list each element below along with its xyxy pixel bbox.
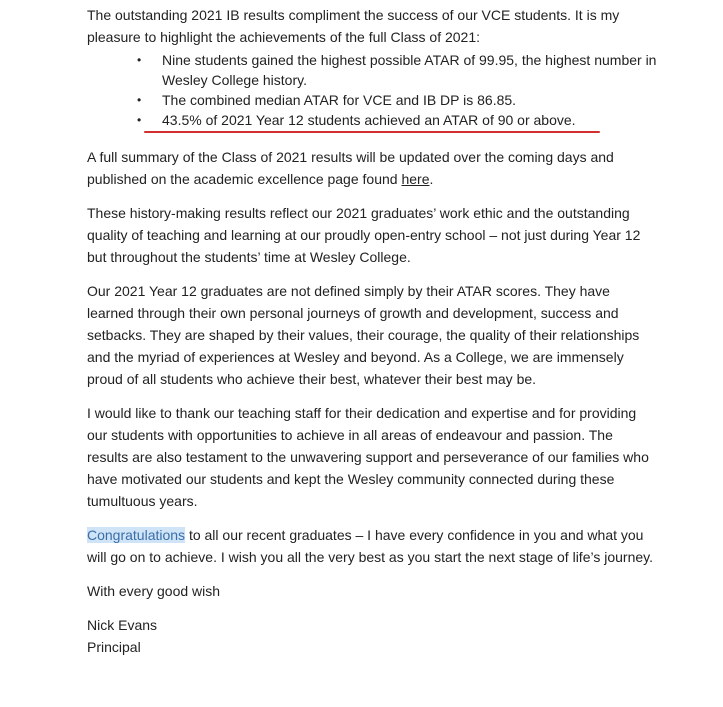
congrats-text: to all our recent graduates – I have every confidence in you and what you will go on to achieve. I wish you all the very best as you start the next stage of life’s journey. [87, 527, 654, 565]
closing-line: With every good wish [87, 583, 221, 599]
bullet-icon: • [137, 113, 142, 127]
summary-paragraph [87, 146, 657, 190]
bullet-icon: • [137, 93, 142, 107]
results-paragraph: These history-making results reflect our 2021 graduates’ work ethic and the outstanding quality of teaching and learning at our proudly open-entry school – not just during Year 12 but throughout the students’ time at Wesley College. [87, 205, 641, 265]
selected-word[interactable]: Congratulations [87, 527, 186, 543]
bullet-icon: • [137, 53, 142, 67]
thanks-paragraph: I would like to thank our teaching staff for their dedication and expertise and for providing our students with opportunities to achieve in all areas of endeavour and passion. The results are also testament to the unwavering support and perseverance of our families who have motivated our students and kept the Wesley community connected during these tumultuous years. [87, 405, 649, 509]
summary-text: A full summary of the Class of 2021 results will be updated over the coming days and published on the academic excellence page found [87, 149, 614, 187]
signature-block [87, 614, 657, 658]
signature-title: Principal [87, 639, 141, 655]
congrats-paragraph [87, 524, 657, 568]
highlight-text: 43.5% of 2021 Year 12 students achieved an ATAR of 90 or above. [162, 112, 576, 128]
red-underline-annotation [144, 131, 600, 133]
intro-paragraph: The outstanding 2021 IB results compliment the success of our VCE students. It is my pleasure to highlight the achievements of the full Class of 2021: [87, 7, 620, 45]
graduates-paragraph: Our 2021 Year 12 graduates are not defined simply by their ATAR scores. They have learned through their own personal journeys of growth and development, success and setbacks. They are shaped by their values, their courage, the quality of their relationships and the myriad of experiences at Wesley and beyond. As a College, we are immensely proud of all students who achieve their best, whatever their best may be. [87, 283, 640, 387]
list-item [137, 50, 657, 90]
list-item [137, 90, 657, 110]
highlight-text: Nine students gained the highest possible ATAR of 99.95, the highest number in Wesley College history. [162, 52, 657, 88]
letter-body [87, 4, 657, 670]
underlined-highlight [162, 110, 576, 130]
here-link[interactable]: here [401, 171, 430, 187]
signature-name: Nick Evans [87, 617, 158, 633]
highlights-list [87, 50, 657, 130]
summary-end: . [429, 171, 434, 187]
list-item [137, 110, 657, 130]
highlight-text: The combined median ATAR for VCE and IB DP is 86.85. [162, 92, 517, 108]
